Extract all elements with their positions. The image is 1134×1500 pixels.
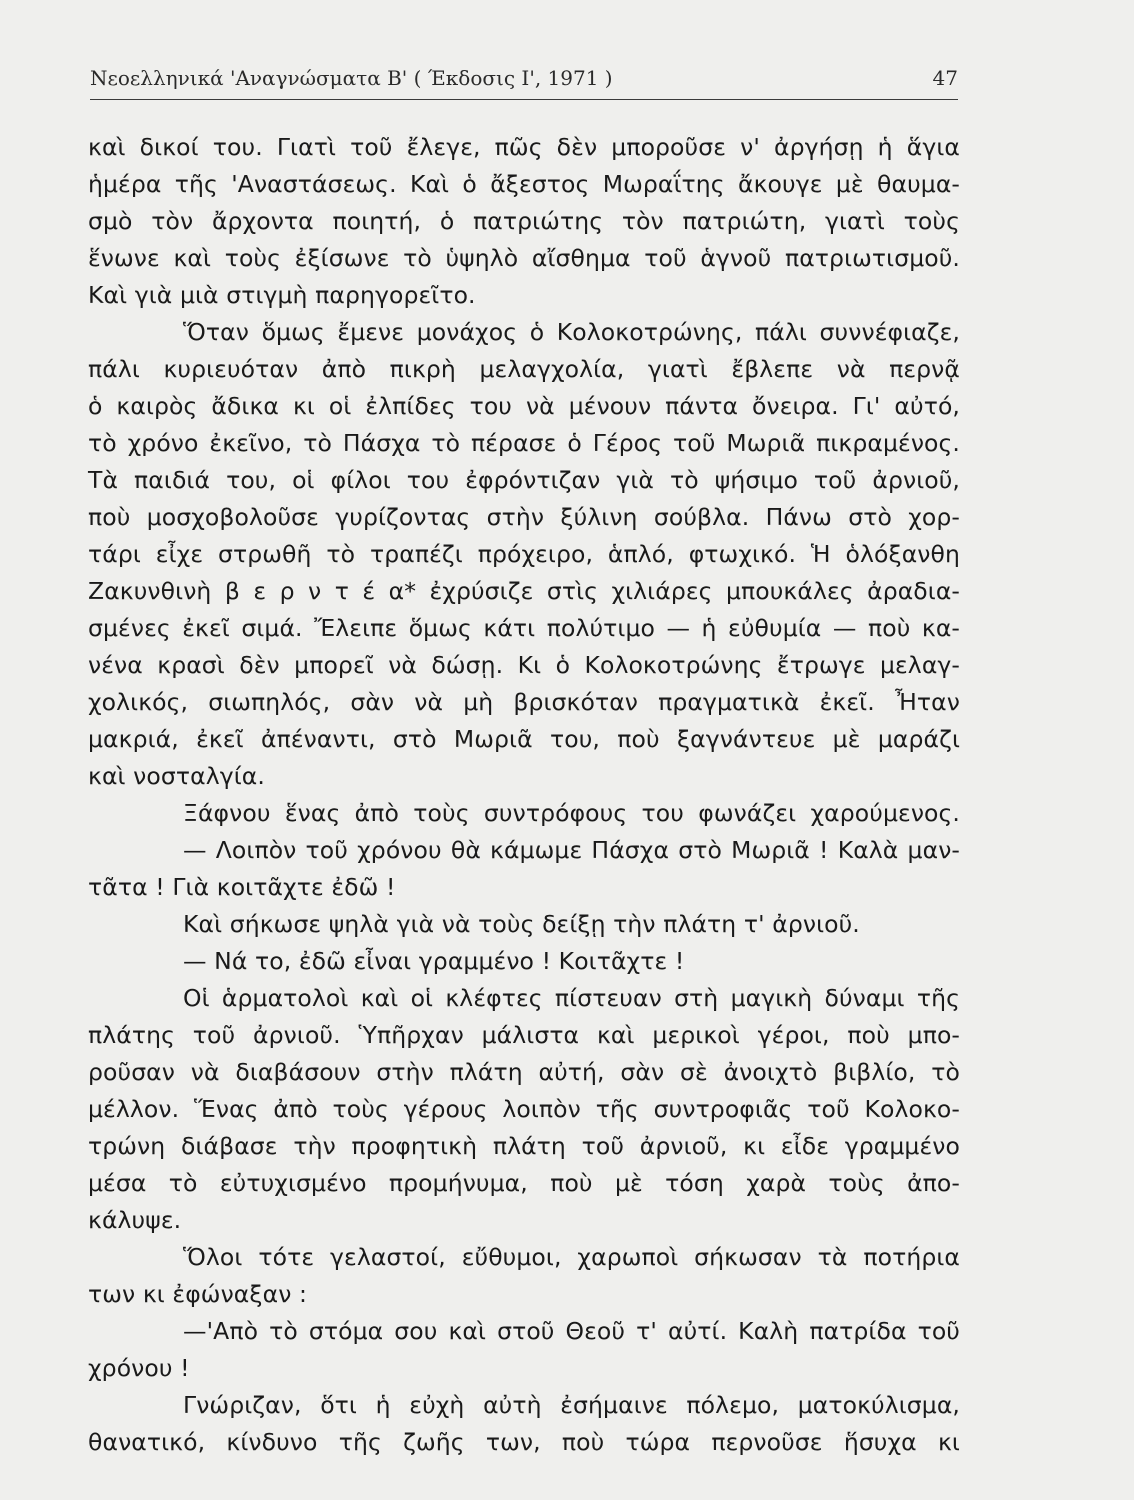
text-line: Ξάφνου ἕνας ἀπὸ τοὺς συντρόφους του φωνάζει χαρούμενος. xyxy=(183,799,960,827)
text-line: ποὺ μοσχοβολοῦσε γυρίζοντας στὴν ξύλινη σούβλα. Πάνω στὸ χορ- xyxy=(88,503,960,531)
text-line: τρώνη διάβασε τὴν προφητικὴ πλάτη τοῦ ἀρνιοῦ, κι εἶδε γραμμένο xyxy=(88,1132,960,1160)
text-line: πλάτης τοῦ ἀρνιοῦ. Ὑπῆρχαν μάλιστα καὶ μερικοὶ γέροι, ποὺ μπο- xyxy=(88,1021,960,1049)
text-line: μέσα τὸ εὐτυχισμένο προμήνυμα, ποὺ μὲ τόση χαρὰ τοὺς ἀπο- xyxy=(88,1169,960,1197)
text-line: — Λοιπὸν τοῦ χρόνου θὰ κάμωμε Πάσχα στὸ Μωριᾶ ! Καλὰ μαν- xyxy=(183,836,960,864)
text-line: — Νά το, ἐδῶ εἶναι γραμμένο ! Κοιτᾶχτε ! xyxy=(183,947,685,975)
text-line: κάλυψε. xyxy=(88,1206,182,1234)
text-line: ἕνωνε καὶ τοὺς ἐξίσωνε τὸ ὑψηλὸ αἴσθημα τοῦ ἁγνοῦ πατριωτισμοῦ. xyxy=(88,244,960,272)
text-line: μακριά, ἐκεῖ ἀπέναντι, στὸ Μωριᾶ του, ποὺ ξαγνάντευε μὲ μαράζι xyxy=(88,725,960,753)
text-line: καὶ νοσταλγία. xyxy=(88,762,265,790)
text-line: ροῦσαν νὰ διαβάσουν στὴν πλάτη αὐτή, σὰν σὲ ἀνοιχτὸ βιβλίο, τὸ xyxy=(88,1058,960,1086)
text-line: Ὅλοι τότε γελαστοί, εὔθυμοι, χαρωποὶ σήκωσαν τὰ ποτήρια xyxy=(183,1243,960,1271)
page-number: 47 xyxy=(932,66,958,90)
text-line: τάρι εἶχε στρωθῆ τὸ τραπέζι πρόχειρο, ἁπλό, φτωχικό. Ἡ ὁλόξανθη xyxy=(88,540,960,568)
text-line: χρόνου ! xyxy=(88,1354,190,1382)
text-line: Ζακυνθινὴ β ε ρ ν τ έ α* ἐχρύσιζε στὶς χιλιάρες μπουκάλες ἀραδια- xyxy=(88,577,960,605)
text-line: τᾶτα ! Γιὰ κοιτᾶχτε ἐδῶ ! xyxy=(88,873,396,901)
text-line: Καὶ γιὰ μιὰ στιγμὴ παρηγορεῖτο. xyxy=(88,281,476,309)
text-line: θανατικό, κίνδυνο τῆς ζωῆς των, ποὺ τώρα περνοῦσε ἥσυχα κι xyxy=(88,1428,960,1456)
text-line: Ὅταν ὅμως ἔμενε μονάχος ὁ Κολοκοτρώνης, πάλι συννέφιαζε, xyxy=(183,318,960,346)
text-line: καὶ δικοί του. Γιατὶ τοῦ ἔλεγε, πῶς δὲν μποροῦσε ν' ἀργήσῃ ἡ ἅγια xyxy=(88,133,960,161)
text-line: Τὰ παιδιά του, οἱ φίλοι του ἐφρόντιζαν γιὰ τὸ ψήσιμο τοῦ ἀρνιοῦ, xyxy=(88,466,960,494)
text-line: τὸ χρόνο ἐκεῖνο, τὸ Πάσχα τὸ πέρασε ὁ Γέρος τοῦ Μωριᾶ πικραμένος. xyxy=(88,429,960,457)
text-line: —'Απὸ τὸ στόμα σου καὶ στοῦ Θεοῦ τ' αὐτί. Καλὴ πατρίδα τοῦ xyxy=(183,1317,960,1345)
text-line: Γνώριζαν, ὅτι ἡ εὐχὴ αὐτὴ ἐσήμαινε πόλεμο, ματοκύλισμα, xyxy=(183,1391,960,1419)
text-line: νένα κρασὶ δὲν μπορεῖ νὰ δώσῃ. Κι ὁ Κολοκοτρώνης ἔτρωγε μελαγ- xyxy=(88,651,960,679)
text-line: ἡμέρα τῆς 'Αναστάσεως. Καὶ ὁ ἄξεστος Μωραΐτης ἄκουγε μὲ θαυμα- xyxy=(88,170,960,198)
header-rule xyxy=(90,99,958,100)
text-line: σμένες ἐκεῖ σιμά. Ἔλειπε ὅμως κάτι πολύτιμο — ἡ εὐθυμία — ποὺ κα- xyxy=(88,614,960,642)
text-line: σμὸ τὸν ἄρχοντα ποιητή, ὁ πατριώτης τὸν πατριώτη, γιατὶ τοὺς xyxy=(88,207,960,235)
text-line: χολικός, σιωπηλός, σὰν νὰ μὴ βρισκόταν πραγματικὰ ἐκεῖ. Ἦταν xyxy=(88,688,960,716)
text-line: Καὶ σήκωσε ψηλὰ γιὰ νὰ τοὺς δείξῃ τὴν πλάτη τ' ἀρνιοῦ. xyxy=(183,910,860,938)
text-line: μέλλον. Ἕνας ἀπὸ τοὺς γέρους λοιπὸν τῆς συντροφιᾶς τοῦ Κολοκο- xyxy=(88,1095,960,1123)
text-line: Οἱ ἁρματολοὶ καὶ οἱ κλέφτες πίστευαν στὴ μαγικὴ δύναμι τῆς xyxy=(183,984,960,1012)
running-header xyxy=(90,66,960,98)
text-line: ὁ καιρὸς ἄδικα κι οἱ ἐλπίδες του νὰ μένουν πάντα ὄνειρα. Γι' αὐτό, xyxy=(88,392,960,420)
text-line: πάλι κυριευόταν ἀπὸ πικρὴ μελαγχολία, γιατὶ ἔβλεπε νὰ περνᾷ xyxy=(88,355,960,383)
text-line: των κι ἐφώναξαν : xyxy=(88,1280,308,1308)
header-title: Νεοελληνικά 'Αναγνώσματα Β' ( Έκδοσις Ι', 1971 ) xyxy=(90,66,613,90)
